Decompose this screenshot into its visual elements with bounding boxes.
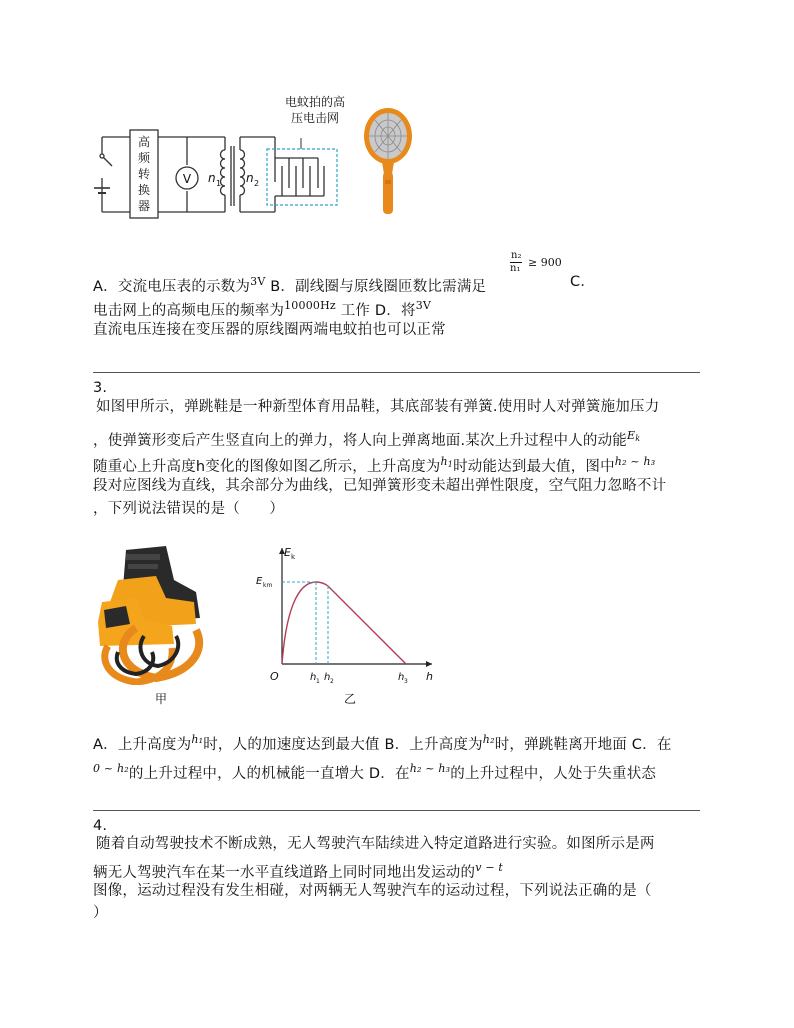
q3-option-math: 0 ~ h₂ xyxy=(93,762,129,775)
q3-math: h₂ ~ h₃ xyxy=(614,455,656,468)
h1-tick-subscript: 1 xyxy=(316,678,320,685)
q2-math: 10000Hz xyxy=(284,299,336,312)
q2-text: B．副线圈与原线圈匝数比需满足 xyxy=(265,279,487,295)
q3-option-math: h₁ xyxy=(191,733,204,746)
h3-tick-label: h xyxy=(398,672,405,683)
figure-caption-jia: 甲 xyxy=(155,692,168,706)
converter-label xyxy=(130,134,158,214)
figure-caption-yi: 乙 xyxy=(344,692,357,706)
q3-text-line: 如图甲所示，弹跳鞋是一种新型体育用品鞋，其底部装有弹簧.使用时人对弹簧施加压力 xyxy=(96,399,660,415)
q3-text-line xyxy=(93,426,640,451)
ek-h-graph xyxy=(250,540,440,688)
x-axis-label: h xyxy=(426,670,433,683)
jump-shoe-image xyxy=(96,540,220,685)
q2-option-line-3: 直流电压连接在变压器的原线圈两端电蚊拍也可以正常 xyxy=(93,322,446,338)
q3-options-line-1 xyxy=(93,730,672,755)
q3-math xyxy=(441,455,454,468)
ratio-relation: ≥ 900 xyxy=(528,256,562,269)
q3-text: 时动能达到最大值，图中 xyxy=(453,459,615,475)
h1-subscript: 1 xyxy=(447,460,454,469)
q4-math: v − t xyxy=(475,861,504,874)
q2-option-line-1 xyxy=(93,272,486,297)
n1-label: n xyxy=(208,171,216,185)
q4-text-line: 图像，运动过程没有发生相碰，对两辆无人驾驶汽车的运动过程，下列说法正确的是（ xyxy=(93,883,652,899)
ek-curve xyxy=(282,582,406,664)
h2-tick-subscript: 2 xyxy=(330,678,334,685)
divider xyxy=(93,372,700,373)
q3-option-math: h₂ ~ h₃ xyxy=(409,762,451,775)
q4-text: 辆无人驾驶汽车在某一水平直线道路上同时同地出发运动的 xyxy=(93,865,476,881)
q2-math: 3V xyxy=(415,299,432,312)
q2-option-line-2 xyxy=(93,296,431,321)
q3-option-text: 的上升过程中，人的机械能一直增大 D．在 xyxy=(128,766,410,782)
ekm-subscript: km xyxy=(263,582,273,589)
q2-option-c: C． xyxy=(570,274,596,290)
converter-char: 高 xyxy=(137,135,150,149)
q3-text-line: 段对应图线为直线，其余部分为曲线，已知弹簧形变未超出弹性限度，空气阻力忽略不计 xyxy=(93,478,667,494)
q3-options-line-2 xyxy=(93,759,656,784)
q2-math: 3V xyxy=(250,275,266,288)
q3-text: ，使弹簧形变后产生竖直向上的弹力，将人向上弹离地面.某次上升过程中人的动能 xyxy=(93,433,628,449)
ratio-numerator: n₂ xyxy=(511,250,522,261)
converter-char: 换 xyxy=(137,183,150,197)
converter-char: 频 xyxy=(137,151,150,165)
q3-option-text: 时，人的加速度达到最大值 B．上升高度为 xyxy=(203,737,483,753)
q3-option-text: 时，弹跳鞋离开地面 C．在 xyxy=(494,737,672,753)
ratio-fraction xyxy=(510,250,522,275)
q2-text: 电击网上的高频电压的频率为 xyxy=(93,303,285,319)
y-axis-label: E xyxy=(284,546,291,559)
q2-text: 工作 D．将 xyxy=(335,303,416,319)
h2-tick-label: h xyxy=(324,672,331,683)
net-label-line: 电蚊拍的高 xyxy=(284,95,345,109)
net-label xyxy=(282,94,348,126)
origin-label: O xyxy=(270,670,279,683)
voltmeter-symbol: V xyxy=(182,172,192,186)
ek-symbol: E xyxy=(627,429,636,442)
n2-label: n xyxy=(246,171,254,185)
divider xyxy=(93,810,700,811)
q4-text-line: 随着自动驾驶技术不断成熟，无人驾驶汽车陆续进入特定道路进行实验。如图所示是两 xyxy=(96,836,655,852)
h1-symbol: h xyxy=(440,455,448,468)
q3-option-text: 的上升过程中，人处于失重状态 xyxy=(450,766,657,782)
q3-text-line xyxy=(93,452,655,477)
n2-sub: 2 xyxy=(254,179,260,188)
converter-char: 器 xyxy=(137,199,150,213)
h3-tick-subscript: 3 xyxy=(404,678,408,685)
ekm-label: E xyxy=(256,576,263,587)
h1-tick-label: h xyxy=(310,672,317,683)
q2-text: A．交流电压表的示数为 xyxy=(93,279,251,295)
converter-char: 转 xyxy=(137,167,150,181)
ratio-denominator: n₁ xyxy=(510,263,521,274)
q3-text: 随重心上升高度h变化的图像如图乙所示，上升高度为 xyxy=(93,459,441,475)
q4-text-line xyxy=(93,858,503,883)
q4-number: 4. xyxy=(93,818,108,834)
q3-text-line: ，下列说法错误的是（ ） xyxy=(93,501,285,517)
q3-number: 3. xyxy=(93,380,108,396)
q3-option-math: h₂ xyxy=(482,733,495,746)
ek-subscript: k xyxy=(635,434,641,443)
x-axis-arrow xyxy=(426,661,432,667)
n1-sub: 1 xyxy=(216,179,222,188)
q3-option-text: A．上升高度为 xyxy=(93,737,192,753)
net-label-line: 压电击网 xyxy=(290,111,339,125)
mosquito-racket-image xyxy=(360,104,416,216)
q3-math xyxy=(627,429,640,442)
q4-text-line: ） xyxy=(93,905,108,921)
y-axis-subscript: k xyxy=(291,553,296,561)
